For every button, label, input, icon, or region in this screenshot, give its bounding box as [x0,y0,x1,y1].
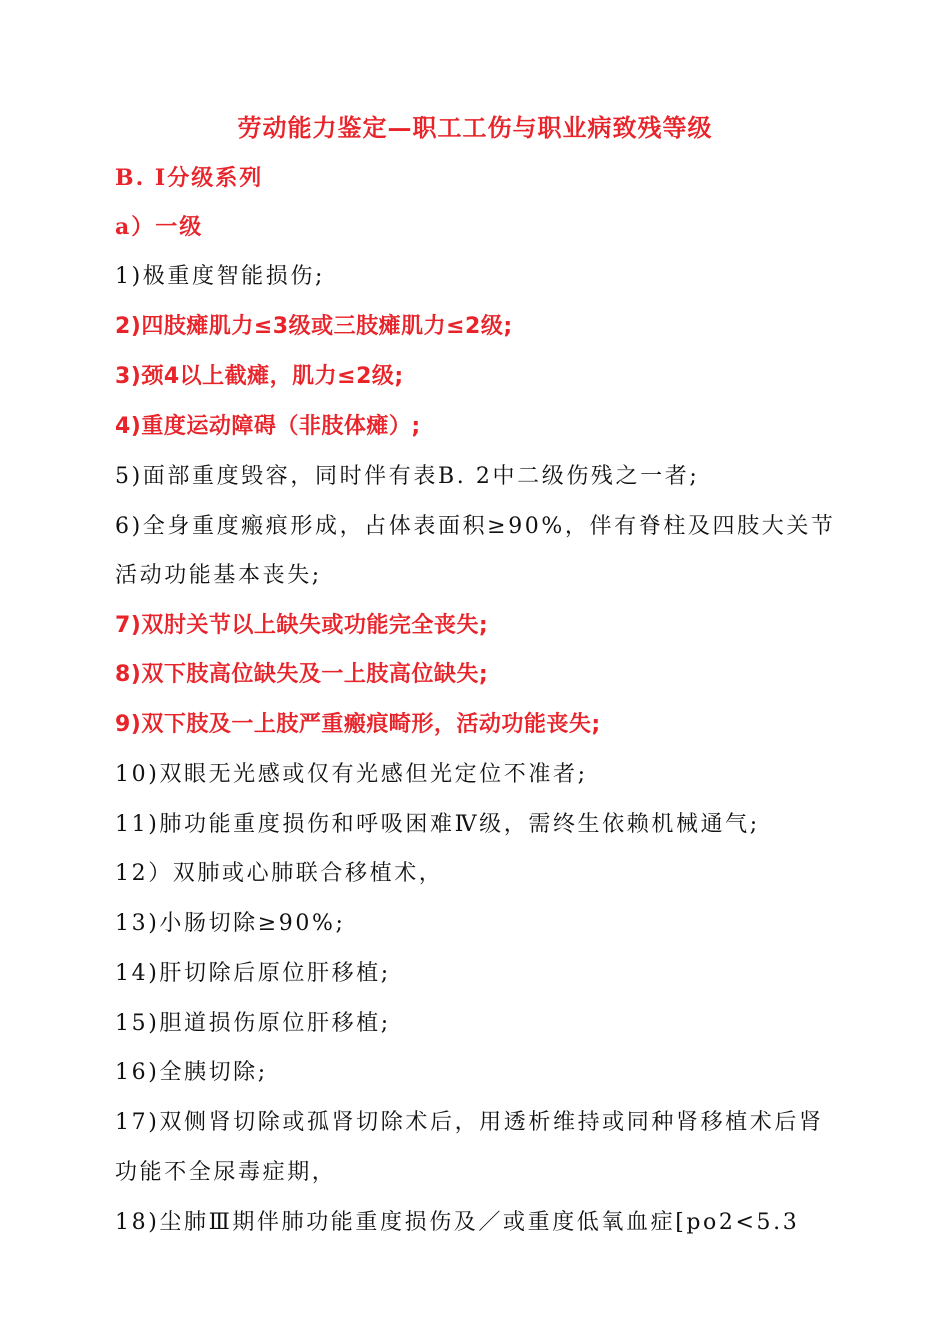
list-item-continuation: 活动功能基本丧失; [115,563,322,588]
subsection-heading: a）一级 [115,214,204,240]
list-item: 1)极重度智能损伤; [115,264,325,289]
list-item: 5)面部重度毁容，同时伴有表B. 2中二级伤残之一者; [115,464,700,489]
list-item: 15)胆道损伤原位肝移植; [115,1011,391,1036]
list-item-highlighted: 3)颈4以上截瘫，肌力≤2级; [115,364,404,389]
list-item-highlighted: 9)双下肢及一上肢严重瘢痕畸形，活动功能丧失; [115,712,601,737]
list-item-highlighted: 2)四肢瘫肌力≤3级或三肢瘫肌力≤2级; [115,314,513,339]
list-item-highlighted: 4)重度运动障碍（非肢体瘫）; [115,414,421,439]
list-item: 18)尘肺Ⅲ期伴肺功能重度损伤及／或重度低氧血症[po2<5.3 [115,1210,800,1235]
list-item: 13)小肠切除≥90%; [115,911,346,936]
list-item: 11)肺功能重度损伤和呼吸困难Ⅳ级，需终生依赖机械通气; [115,812,760,837]
document-title: 劳动能力鉴定—职工工伤与职业病致残等级 [237,113,713,142]
list-item: 17)双侧肾切除或孤肾切除术后，用透析维持或同种肾移植术后肾 [115,1110,824,1135]
list-item: 16)全胰切除; [115,1060,268,1085]
list-item-highlighted: 7)双肘关节以上缺失或功能完全丧失; [115,613,489,638]
section-heading: B. Ⅰ分级系列 [115,165,264,191]
list-item-continuation: 功能不全尿毒症期， [115,1160,337,1185]
list-item: 10)双眼无光感或仅有光感但光定位不准者; [115,762,588,787]
list-item-highlighted: 8)双下肢高位缺失及一上肢高位缺失; [115,662,489,687]
list-item: 14)肝切除后原位肝移植; [115,961,391,986]
list-item: 6)全身重度瘢痕形成，占体表面积≥90%，伴有脊柱及四肢大关节 [115,514,836,539]
list-item: 12）双肺或心肺联合移植术， [115,861,444,886]
